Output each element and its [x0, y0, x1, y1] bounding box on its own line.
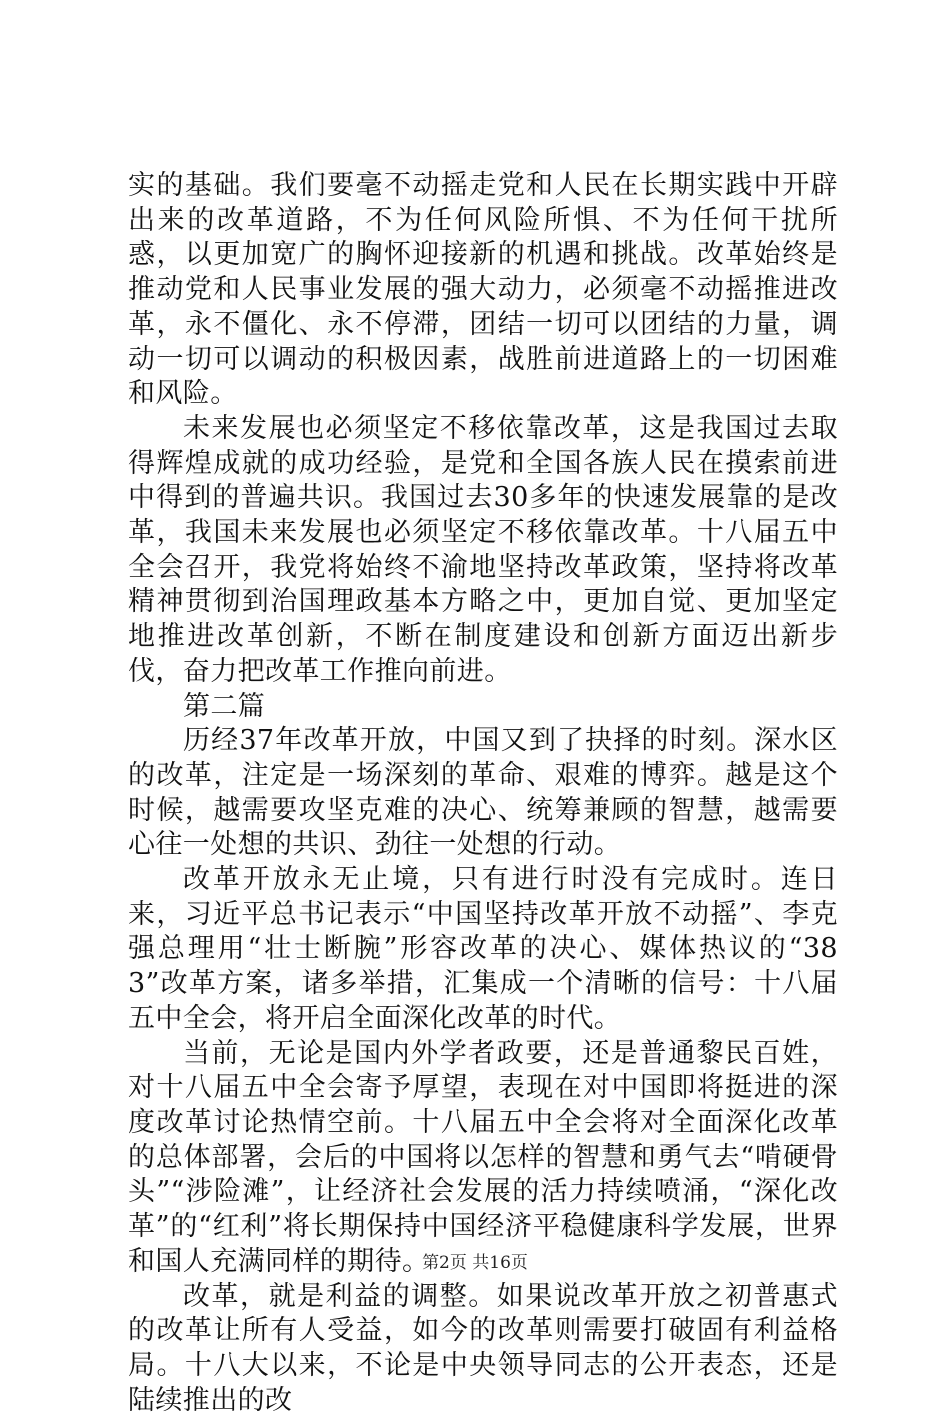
paragraph-interest-adjustment: 改革，就是利益的调整。如果说改革开放之初普惠式的改革让所有人受益，如今的改革则需要打破固有利益格局。十八大以来，不论是中央领导同志的公开表态，还是陆续推出的改 — [128, 1280, 838, 1418]
paragraph-reform-endless: 改革开放永无止境，只有进行时没有完成时。连日来，习近平总书记表示“中国坚持改革开放不动摇”、李克强总理用“壮士断腕”形容改革的决心、媒体热议的“383”改革方案，诸多举措，汇集成一个清晰的信号：十八届五中全会，将开启全面深化改革的时代。 — [128, 863, 838, 1037]
page-number-footer: 第2页 共16页 — [0, 1248, 950, 1273]
document-body — [128, 169, 838, 1418]
paragraph-continuation: 实的基础。我们要毫不动摇走党和人民在长期实践中开辟出来的改革道路，不为任何风险所惧、不为任何干扰所惑，以更加宽广的胸怀迎接新的机遇和挑战。改革始终是推动党和人民事业发展的强大动力，必须毫不动摇推进改革，永不僵化、永不停滞，团结一切可以团结的力量，调动一切可以调动的积极因素，战胜前进道路上的一切困难和风险。 — [128, 169, 838, 412]
paragraph-37-years: 历经37年改革开放，中国又到了抉择的时刻。深水区的改革，注定是一场深刻的革命、艰难的博弈。越是这个时候，越需要攻坚克难的决心、统筹兼顾的智慧，越需要心往一处想的共识、劲往一处想的行动。 — [128, 724, 838, 863]
paragraph-current-expectations: 当前，无论是国内外学者政要，还是普通黎民百姓，对十八届五中全会寄予厚望，表现在对中国即将挺进的深度改革讨论热情空前。十八届五中全会将对全面深化改革的总体部署，会后的中国将以怎样的智慧和勇气去“啃硬骨头”“涉险滩”，让经济社会发展的活力持续喷涌，“深化改革”的“红利”将长期保持中国经济平稳健康科学发展，世界和国人充满同样的期待。 — [128, 1037, 838, 1280]
section-heading: 第二篇 — [128, 690, 838, 725]
paragraph-future-development: 未来发展也必须坚定不移依靠改革，这是我国过去取得辉煌成就的成功经验，是党和全国各族人民在摸索前进中得到的普遍共识。我国过去30多年的快速发展靠的是改革，我国未来发展也必须坚定不移依靠改革。十八届五中全会召开，我党将始终不渝地坚持改革政策，坚持将改革精神贯彻到治国理政基本方略之中，更加自觉、更加坚定地推进改革创新，不断在制度建设和创新方面迈出新步伐，奋力把改革工作推向前进。 — [128, 412, 838, 690]
